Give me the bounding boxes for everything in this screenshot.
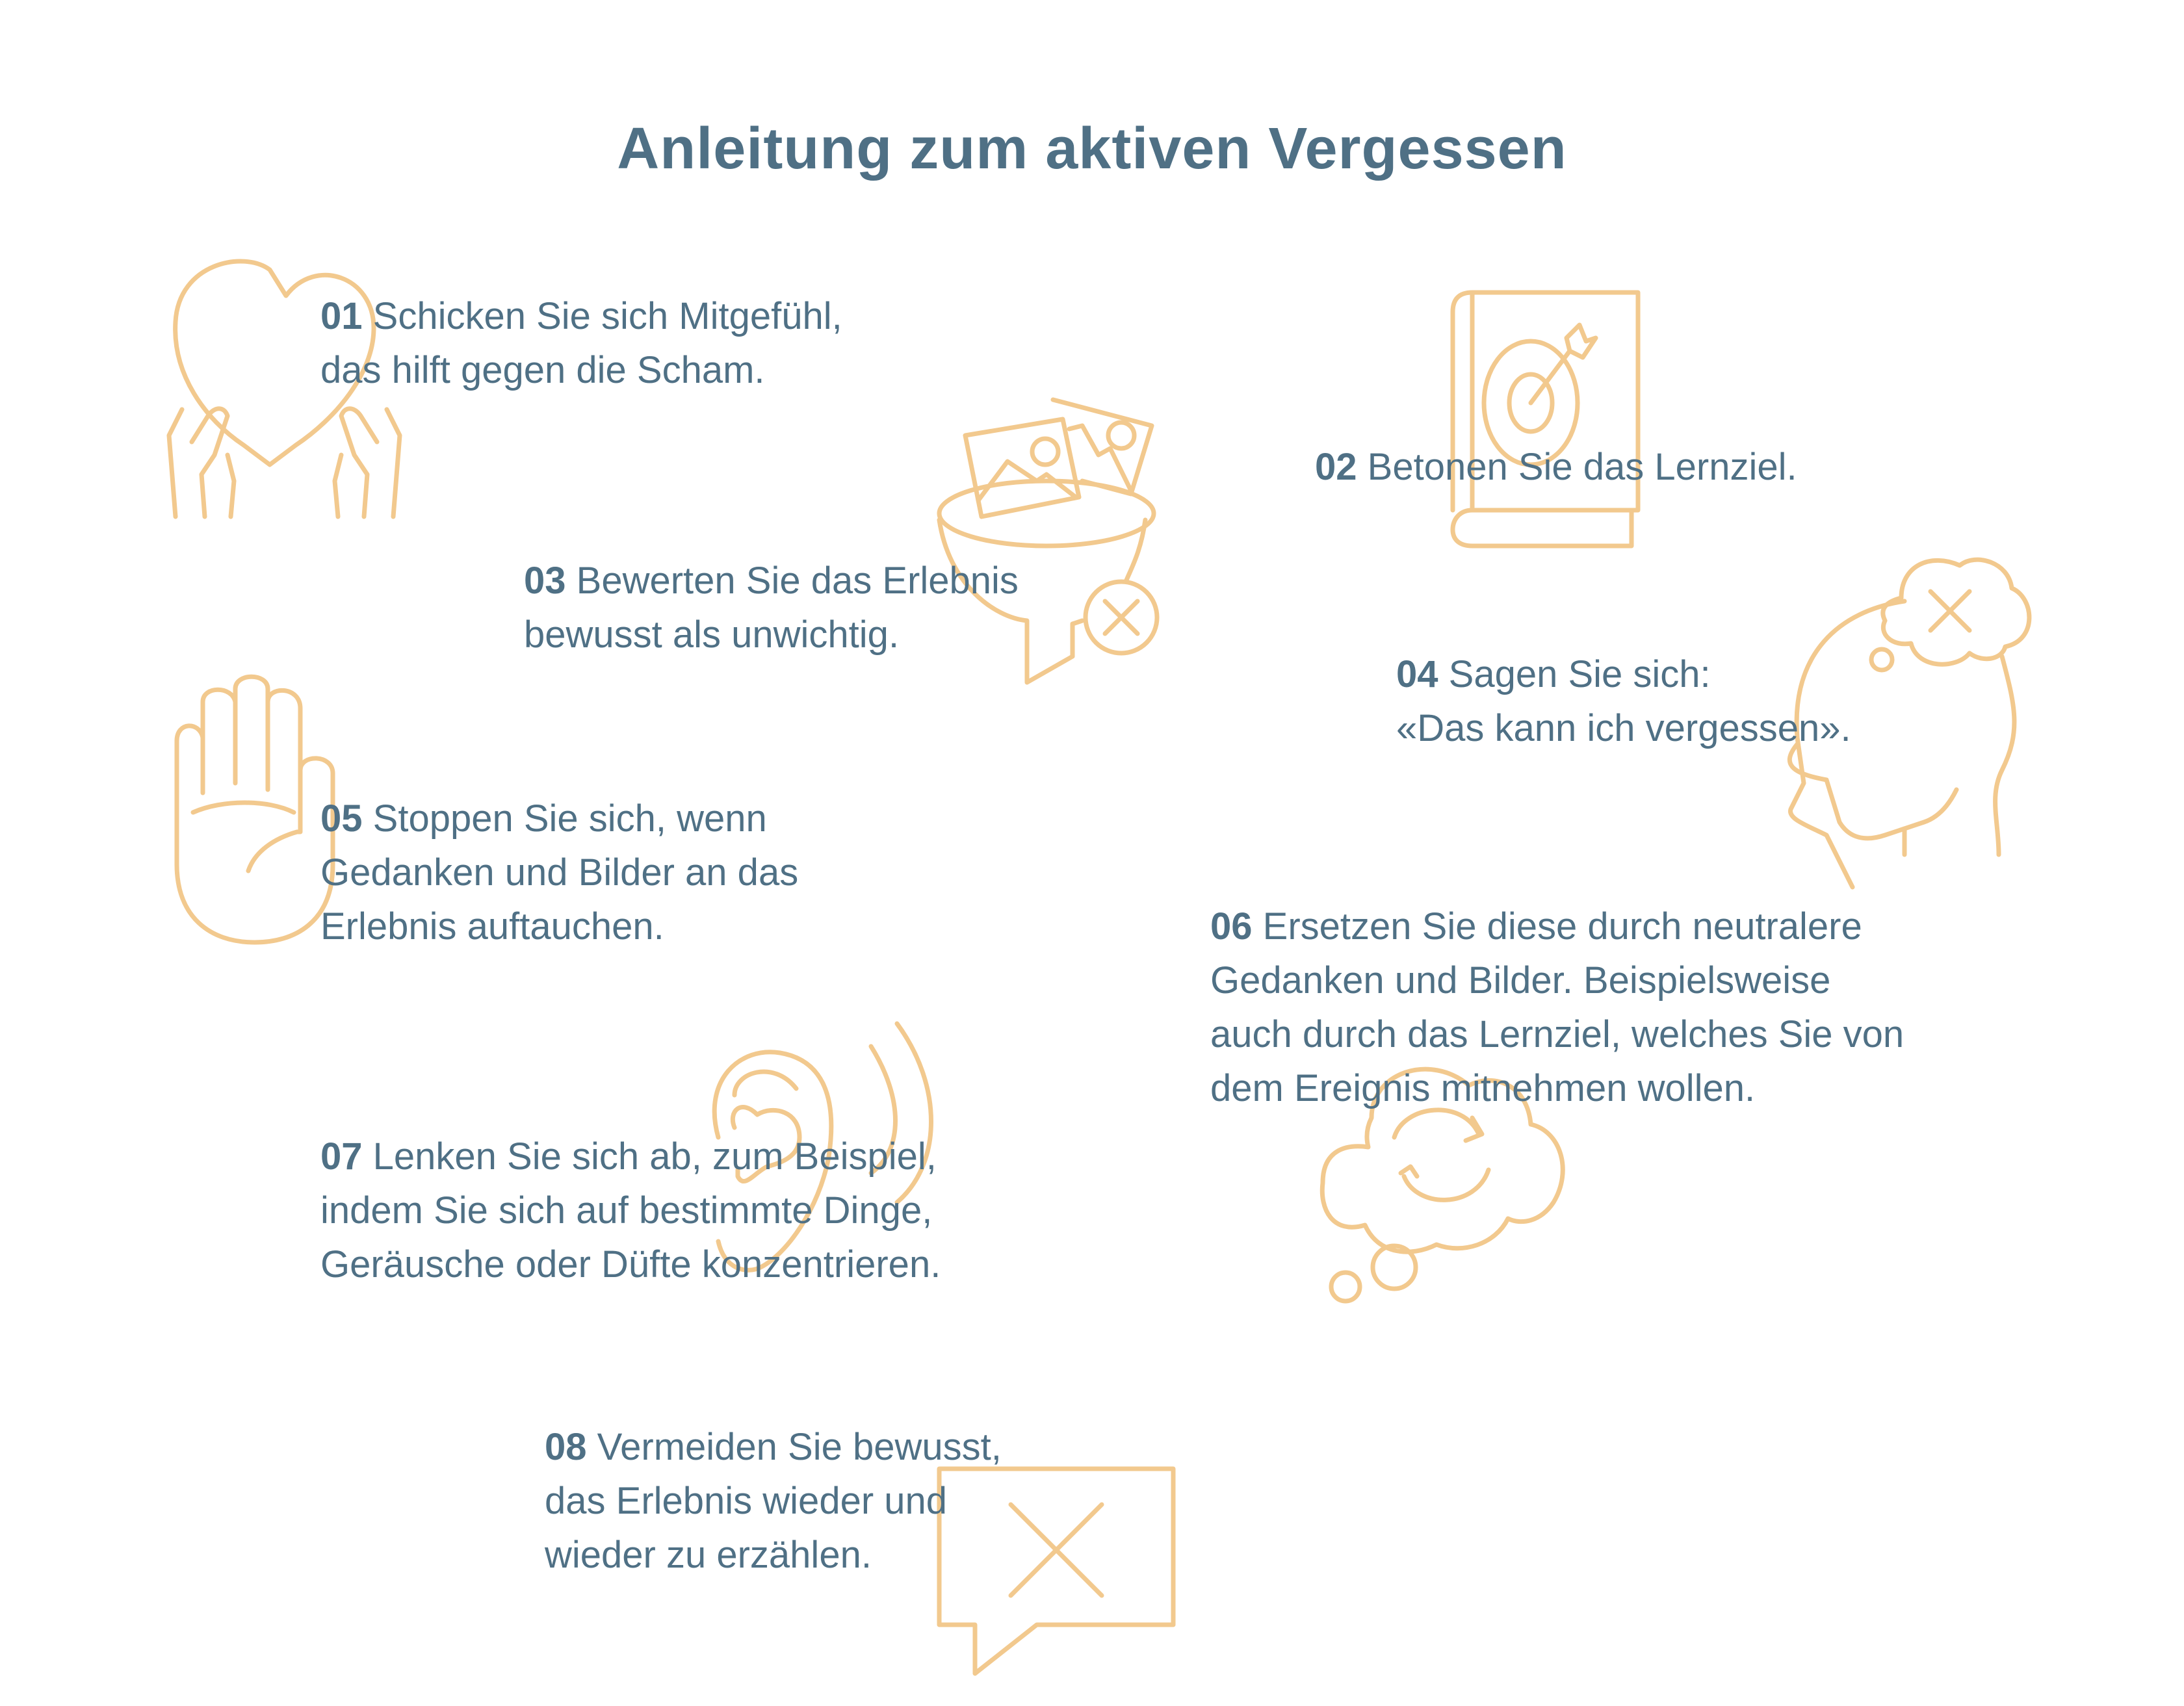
step-text: Sagen Sie sich: <box>1448 653 1711 695</box>
step-number: 01 <box>320 295 363 337</box>
step-text: wieder zu erzählen. <box>545 1534 872 1576</box>
page-title: Anleitung zum aktiven Vergessen <box>617 116 1567 182</box>
step-07 <box>320 1130 941 1291</box>
step-text: Gedanken und Bilder. Beispielsweise <box>1210 959 1831 1002</box>
step-number: 08 <box>545 1426 587 1468</box>
step-text: Lenken Sie sich ab, zum Beispiel, <box>372 1135 937 1178</box>
step-06 <box>1210 899 1904 1115</box>
step-05 <box>320 792 798 953</box>
step-text: das Erlebnis wieder und <box>545 1480 948 1522</box>
book-target-icon <box>1446 289 1641 546</box>
step-number: 04 <box>1396 653 1438 695</box>
step-02 <box>1315 440 1797 494</box>
step-text: Vermeiden Sie bewusst, <box>597 1426 1002 1468</box>
step-text: Geräusche oder Düfte konzentrieren. <box>320 1243 941 1286</box>
step-04 <box>1396 647 1851 755</box>
step-text: Ersetzen Sie diese durch neutralere <box>1262 905 1862 948</box>
step-text: Stoppen Sie sich, wenn <box>372 797 767 840</box>
step-text: Bewerten Sie das Erlebnis <box>576 560 1019 602</box>
step-number: 06 <box>1210 905 1253 948</box>
step-text: bewusst als unwichtig. <box>524 614 900 656</box>
step-08 <box>545 1420 1002 1582</box>
step-number: 07 <box>320 1135 363 1178</box>
step-01 <box>320 289 842 397</box>
step-text: Erlebnis auftauchen. <box>320 905 664 948</box>
step-text: indem Sie sich auf bestimmte Dinge, <box>320 1189 933 1232</box>
step-number: 05 <box>320 797 363 840</box>
step-text: «Das kann ich vergessen». <box>1396 707 1851 749</box>
step-number: 03 <box>524 560 566 602</box>
step-text: dem Ereignis mitnehmen wollen. <box>1210 1067 1756 1109</box>
step-text: das hilft gegen die Scham. <box>320 349 765 391</box>
step-text: Schicken Sie sich Mitgefühl, <box>372 295 842 337</box>
step-text: Gedanken und Bilder an das <box>320 851 799 894</box>
step-03 <box>524 554 1019 662</box>
step-number: 02 <box>1315 446 1357 488</box>
stop-hand-icon <box>170 676 346 949</box>
step-text: Betonen Sie das Lernziel. <box>1367 446 1797 488</box>
step-text: auch durch das Lernziel, welches Sie von <box>1210 1013 1904 1055</box>
